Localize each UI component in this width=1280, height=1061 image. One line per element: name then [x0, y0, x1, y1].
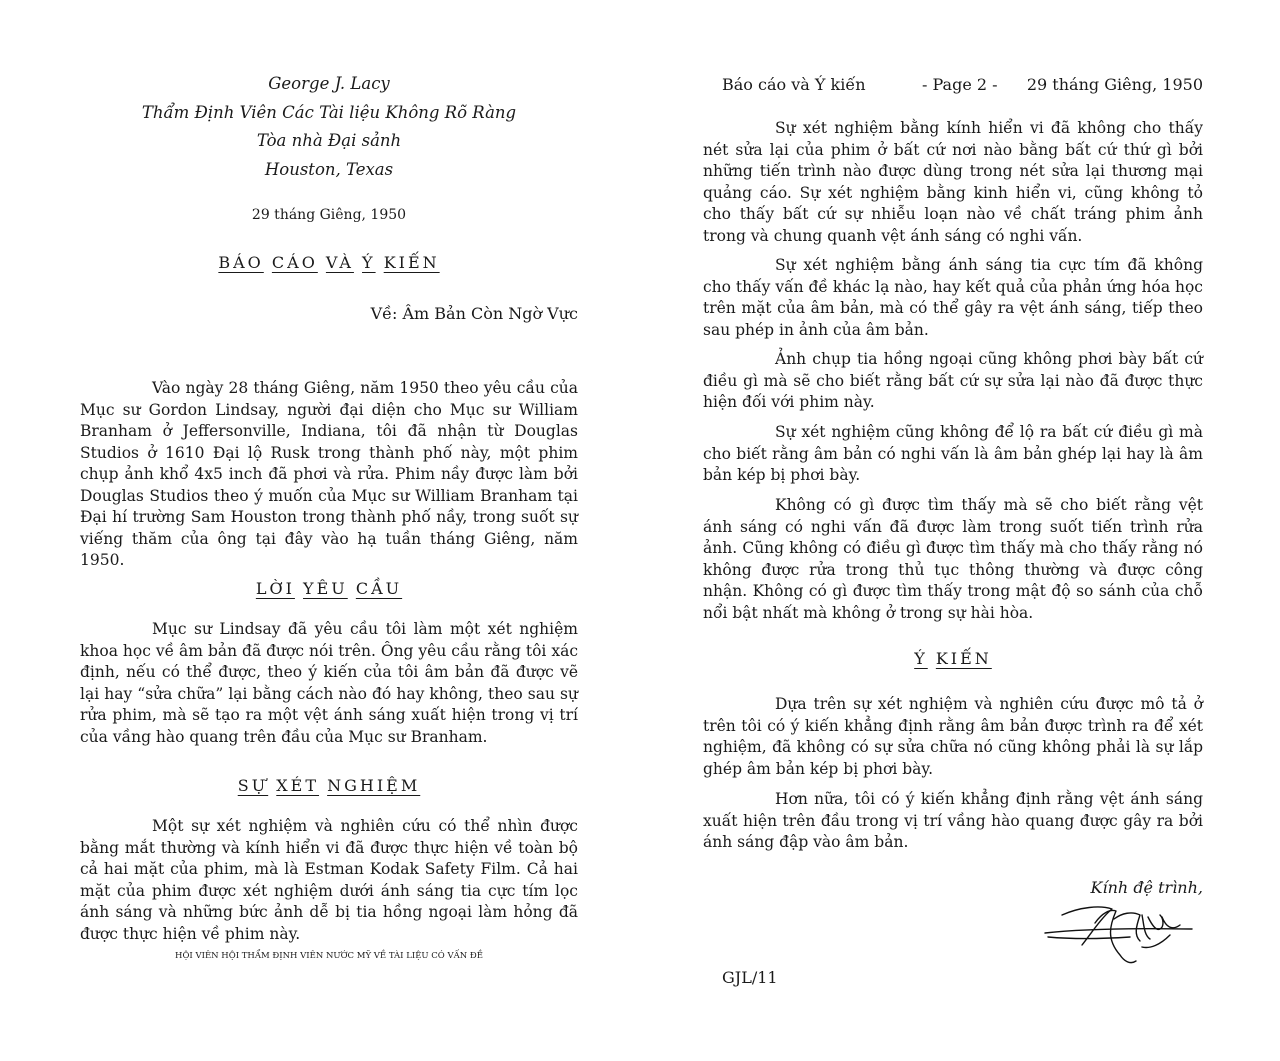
report-heading — [80, 253, 578, 272]
heading-word: VÀ — [325, 253, 354, 272]
findings-paragraph: Sự xét nghiệm cũng không để lộ ra bất cứ điều gì mà cho biết rằng âm bản có nghi vấn là âm bản ghép lại hay là âm bản kép bị phơi bày. — [703, 423, 1203, 484]
examination-heading — [80, 776, 578, 795]
reference-code: GJL/11 — [722, 968, 778, 987]
membership-footer: HỘI VIÊN HỘI THẨM ĐỊNH VIÊN NƯỚC MỸ VỀ TÀI LIỆU CÓ VẤN ĐỀ — [175, 951, 483, 961]
intro-paragraph: Vào ngày 28 tháng Giêng, năm 1950 theo yêu cầu của Mục sư Gordon Lindsay, người đại diện cho Mục sư William Branham ở Jeffersonville, Indiana, tôi đã nhận từ Douglas Studios ở 1610 Đại lộ Rusk trong thành phố này, một phim chụp ảnh khổ 4x5 inch đã phơi và rửa. Phim nầy được làm bởi Douglas Studios theo ý muốn của Mục sư William Branham tại Đại hí trường Sam Houston trong thành phố nầy, trong suốt sự viếng thăm của ông tại đây vào hạ tuần tháng Giêng, năm 1950. — [80, 379, 578, 569]
findings-paragraph: Sự xét nghiệm bằng kính hiển vi đã không cho thấy nét sửa lại của phim ở bất cứ nơi nào bằng bất cứ thứ gì bởi những tiến trình nào được dùng trong nét sửa lại thương mại quảng cáo. Sự xét nghiệm bằng kinh hiển vi, cũng không tỏ cho thấy bất cứ sự nhiễu loạn nào về chất tráng phim ảnh trong và chung quanh vệt ánh sáng có nghi vấn. — [703, 119, 1203, 245]
closing-line: Kính đệ trình, — [1090, 878, 1203, 897]
heading-word: KIẾN — [935, 649, 992, 668]
request-heading — [80, 579, 578, 598]
regarding-line: Về: Âm Bản Còn Ngờ Vực — [370, 304, 578, 323]
examination-paragraph: Một sự xét nghiệm và nghiên cứu có thể nhìn được bằng mắt thường và kính hiển vi đã được thực hiện về toàn bộ cả hai mặt của phim, mà là Estman Kodak Safety Film. Cả hai mặt của phim được xét nghiệm dưới ánh sáng tia cực tím lọc ánh sáng và những bức ảnh dễ bị tia hồng ngoại làm hỏng đã được thực hiện về phim này. — [80, 817, 578, 943]
heading-word: XÉT — [276, 776, 320, 795]
author-title: Thẩm Định Viên Các Tài liệu Không Rõ Ràng — [141, 102, 517, 122]
running-header-title: Báo cáo và Ý kiến — [722, 75, 866, 94]
running-header-date: 29 tháng Giêng, 1950 — [1026, 75, 1203, 94]
opinion-heading — [703, 649, 1203, 668]
heading-word: NGHIỆM — [327, 776, 421, 795]
heading-word: CÁO — [271, 253, 318, 272]
findings-paragraph: Sự xét nghiệm bằng ánh sáng tia cực tím đã không cho thấy vấn đề khác lạ nào, hay kết quả của phản ứng hóa học trên mặt của âm bản, mà có thể gây ra vệt ánh sáng, tiếp theo sau phép in ảnh của âm bản. — [703, 256, 1203, 339]
opinion-paragraph: Dựa trên sự xét nghiệm và nghiên cứu được mô tả ở trên tôi có ý kiến khẳng định rằng âm bản được trình ra để xét nghiệm, đã không có sự sửa chữa nó cũng không phải là sự lắp ghép âm bản kép bị phơi bày. — [703, 695, 1203, 778]
author-block — [80, 70, 578, 184]
opinion-paragraph: Hơn nữa, tôi có ý kiến khẳng định rằng vệt ánh sáng xuất hiện trên đầu trong vị trí vầng hào quang được gây ra bởi ánh sáng đập vào âm bản. — [703, 790, 1203, 851]
heading-word: LỜI — [255, 579, 295, 598]
running-header-page: - Page 2 - — [922, 75, 998, 94]
heading-word: BÁO — [218, 253, 264, 272]
heading-word: SỰ — [237, 776, 269, 795]
heading-word: YÊU — [303, 579, 348, 598]
heading-word: CẦU — [355, 579, 403, 598]
letter-date: 29 tháng Giêng, 1950 — [251, 207, 407, 223]
findings-paragraph: Không có gì được tìm thấy mà sẽ cho biết rằng vệt ánh sáng có nghi vấn đã được làm trong suốt tiến trình rửa ảnh. Cũng không có điều gì được tìm thấy mà cho thấy rằng nó không được rửa trong thủ tục thông thường và được công nhận. Không có gì được tìm thấy trong mật độ so sánh của chỗ nổi bật nhất mà không ở trong sự hài hòa. — [703, 496, 1203, 622]
author-name: George J. Lacy — [268, 74, 390, 93]
findings-paragraph: Ảnh chụp tia hồng ngoại cũng không phơi bày bất cứ điều gì mà sẽ cho biết rằng bất cứ sự sửa lại nào đã được thực hiện đối với phim này. — [703, 350, 1203, 411]
heading-word: Ý — [362, 253, 376, 272]
author-city: Houston, Texas — [264, 159, 394, 179]
heading-word: Ý — [914, 649, 928, 668]
request-paragraph: Mục sư Lindsay đã yêu cầu tôi làm một xét nghiệm khoa học về âm bản đã được nói trên. Ông yêu cầu rằng tôi xác định, nếu có thể được, theo ý kiến của tôi âm bản đã được vẽ lại hay “sửa chữa” lại bằng cách nào đó hay không, theo sau sự rửa phim, mà sẽ tạo ra một vệt ánh sáng xuất hiện trong vị trí của vầng hào quang trên đầu của Mục sư Branham. — [80, 620, 578, 746]
author-building: Tòa nhà Đại sảnh — [256, 131, 402, 150]
heading-word: KIẾN — [383, 253, 440, 272]
signature — [1040, 895, 1200, 965]
